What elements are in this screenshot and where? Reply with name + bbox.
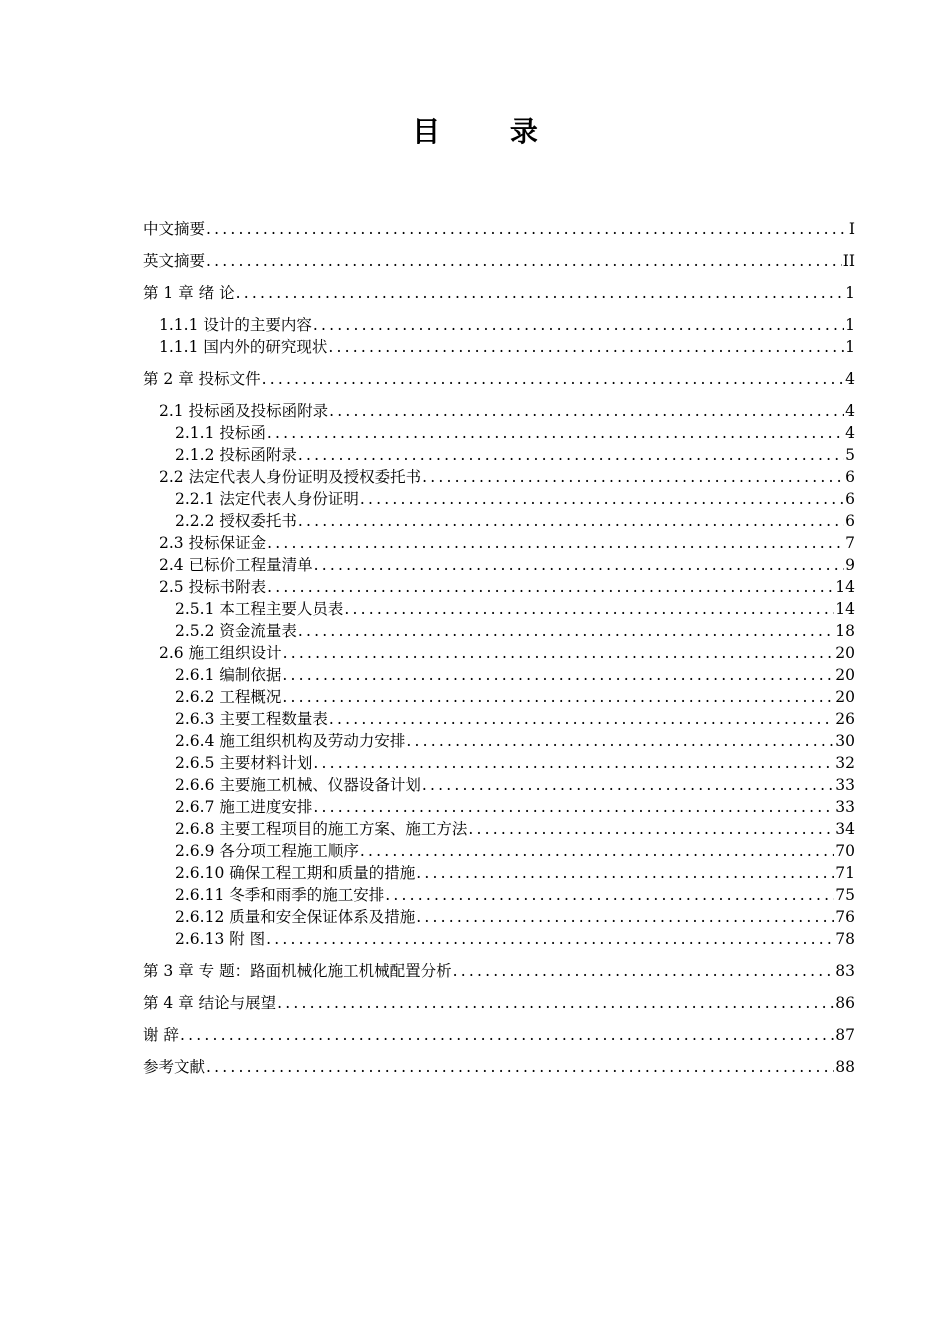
toc-entry[interactable]: [143, 554, 855, 576]
toc-entry-label: 2.4 已标价工程量清单: [159, 556, 313, 574]
toc-entry-page-number: 20: [835, 688, 855, 706]
toc-entry-page-number: 9: [845, 556, 855, 574]
dot-leader: [180, 1024, 834, 1046]
toc-entry-page-number: 4: [845, 370, 855, 388]
dot-leader: [282, 664, 834, 686]
toc-entry-page-number: 1: [845, 338, 855, 356]
toc-entry-page-number: 4: [845, 402, 855, 420]
toc-entry[interactable]: [143, 466, 855, 488]
toc-entry-label: 2.2.1 法定代表人身份证明: [175, 490, 359, 508]
toc-entry-label: 2.1.1 投标函: [175, 424, 266, 442]
dot-leader: [267, 422, 844, 444]
toc-entry[interactable]: [143, 532, 855, 554]
toc-entry[interactable]: [143, 686, 855, 708]
toc-entry-label: 2.6.7 施工进度安排: [175, 798, 313, 816]
toc-entry-page-number: 6: [845, 490, 855, 508]
toc-entry[interactable]: [143, 818, 855, 840]
toc-entry-page-number: 20: [835, 666, 855, 684]
toc-entry-page-number: 18: [835, 622, 855, 640]
toc-entry-label: 2.6.12 质量和安全保证体系及措施: [175, 908, 416, 926]
toc-entry-label: 2.6.11 冬季和雨季的施工安排: [175, 886, 385, 904]
toc-entry-label: 2.5 投标书附表: [159, 578, 267, 596]
toc-entry-label: 参考文献: [143, 1058, 206, 1076]
dot-leader: [313, 314, 844, 336]
dot-leader: [422, 774, 834, 796]
toc-entry-page-number: 20: [835, 644, 855, 662]
toc-entry[interactable]: [143, 1056, 855, 1078]
toc-entry[interactable]: [143, 774, 855, 796]
dot-leader: [360, 840, 834, 862]
toc-entry-page-number: 1: [845, 284, 855, 302]
toc-entry-page-number: 70: [835, 842, 855, 860]
toc-entry-label: 1.1.1 设计的主要内容: [159, 316, 312, 334]
toc-entry-label: 2.1 投标函及投标函附录: [159, 402, 329, 420]
dot-leader: [298, 620, 834, 642]
dot-leader: [236, 282, 845, 304]
toc-entry[interactable]: [143, 1024, 855, 1046]
toc-entry-label: 第 4 章 结论与展望: [143, 994, 277, 1012]
dot-leader: [282, 686, 834, 708]
toc-entry-label: 2.1.2 投标函附录: [175, 446, 297, 464]
toc-entry-page-number: 4: [845, 424, 855, 442]
dot-leader: [267, 532, 844, 554]
toc-entry-label: 2.6.6 主要施工机械、仪器设备计划: [175, 776, 421, 794]
table-of-contents: [143, 198, 855, 1078]
dot-leader: [206, 218, 848, 240]
dot-leader: [262, 368, 844, 390]
dot-leader: [385, 884, 834, 906]
toc-entry-page-number: 6: [845, 468, 855, 486]
toc-entry-page-number: 14: [835, 600, 855, 618]
dot-leader: [360, 488, 844, 510]
toc-entry-page-number: 1: [845, 316, 855, 334]
toc-entry[interactable]: [143, 928, 855, 950]
toc-entry[interactable]: [143, 218, 855, 240]
dot-leader: [422, 466, 844, 488]
toc-entry[interactable]: [143, 906, 855, 928]
dot-leader: [453, 960, 835, 982]
toc-entry[interactable]: [143, 444, 855, 466]
toc-entry-page-number: 76: [835, 908, 855, 926]
toc-entry[interactable]: [143, 576, 855, 598]
toc-entry-page-number: 83: [835, 962, 855, 980]
toc-entry-label: 2.3 投标保证金: [159, 534, 267, 552]
toc-entry[interactable]: [143, 752, 855, 774]
toc-entry-page-number: 5: [845, 446, 855, 464]
toc-entry[interactable]: [143, 488, 855, 510]
toc-entry-page-number: 75: [835, 886, 855, 904]
toc-entry-label: 2.6.8 主要工程项目的施工方案、施工方法: [175, 820, 468, 838]
toc-entry[interactable]: [143, 422, 855, 444]
toc-entry-label: 2.6.4 施工组织机构及劳动力安排: [175, 732, 406, 750]
toc-entry-page-number: 33: [835, 798, 855, 816]
toc-entry[interactable]: [143, 708, 855, 730]
dot-leader: [416, 862, 834, 884]
toc-entry[interactable]: [143, 960, 855, 982]
toc-entry-page-number: 71: [835, 864, 855, 882]
toc-entry-label: 2.5.1 本工程主要人员表: [175, 600, 344, 618]
toc-entry[interactable]: [143, 862, 855, 884]
toc-entry[interactable]: [143, 314, 855, 336]
toc-entry-page-number: 33: [835, 776, 855, 794]
toc-entry-page-number: 32: [835, 754, 855, 772]
dot-leader: [277, 992, 834, 1014]
dot-leader: [206, 1056, 834, 1078]
dot-leader: [344, 598, 834, 620]
dot-leader: [313, 796, 834, 818]
toc-entry-label: 2.6.9 各分项工程施工顺序: [175, 842, 359, 860]
page-title: 目 录: [412, 115, 568, 148]
toc-entry-page-number: 7: [845, 534, 855, 552]
toc-entry-page-number: 6: [845, 512, 855, 530]
toc-entry-label: 1.1.1 国内外的研究现状: [159, 338, 328, 356]
toc-entry[interactable]: [143, 400, 855, 422]
toc-entry[interactable]: [143, 730, 855, 752]
toc-entry[interactable]: [143, 840, 855, 862]
toc-entry[interactable]: [143, 796, 855, 818]
dot-leader: [314, 554, 845, 576]
dot-leader: [298, 444, 844, 466]
toc-entry[interactable]: [143, 368, 855, 390]
toc-entry-page-number: 86: [835, 994, 855, 1012]
dot-leader: [283, 642, 835, 664]
toc-entry-label: 2.6 施工组织设计: [159, 644, 282, 662]
toc-entry-page-number: 26: [835, 710, 855, 728]
toc-entry-page-number: 78: [835, 930, 855, 948]
toc-entry-label: 2.6.2 工程概况: [175, 688, 282, 706]
toc-entry[interactable]: [143, 992, 855, 1014]
toc-entry[interactable]: [143, 282, 855, 304]
toc-entry-label: 2.2 法定代表人身份证明及授权委托书: [159, 468, 422, 486]
toc-entry-page-number: I: [848, 220, 855, 238]
toc-entry-label: 2.6.13 附 图: [175, 930, 266, 948]
toc-entry-page-number: 87: [835, 1026, 855, 1044]
toc-entry-label: 中文摘要: [143, 220, 206, 238]
toc-entry-page-number: II: [842, 252, 855, 270]
dot-leader: [267, 576, 834, 598]
toc-entry[interactable]: [143, 510, 855, 532]
toc-entry-page-number: 34: [835, 820, 855, 838]
toc-entry[interactable]: [143, 884, 855, 906]
toc-entry-label: 2.6.1 编制依据: [175, 666, 282, 684]
dot-leader: [416, 906, 834, 928]
toc-entry-label: 2.6.3 主要工程数量表: [175, 710, 328, 728]
dot-leader: [468, 818, 834, 840]
dot-leader: [328, 336, 844, 358]
toc-entry-label: 第 3 章 专 题：路面机械化施工机械配置分析: [143, 962, 452, 980]
toc-entry[interactable]: [143, 620, 855, 642]
toc-entry-page-number: 30: [835, 732, 855, 750]
dot-leader: [206, 250, 842, 272]
toc-entry-label: 第 2 章 投标文件: [143, 370, 261, 388]
toc-entry[interactable]: [143, 250, 855, 272]
toc-entry-label: 英文摘要: [143, 252, 206, 270]
dot-leader: [329, 400, 844, 422]
dot-leader: [266, 928, 834, 950]
toc-entry-label: 第 1 章 绪 论: [143, 284, 235, 302]
toc-entry[interactable]: [143, 642, 855, 664]
dot-leader: [406, 730, 834, 752]
toc-entry[interactable]: [143, 598, 855, 620]
toc-entry[interactable]: [143, 336, 855, 358]
toc-entry-page-number: 88: [835, 1058, 855, 1076]
toc-entry-label: 谢 辞: [143, 1026, 179, 1044]
toc-entry-page-number: 14: [835, 578, 855, 596]
dot-leader: [313, 752, 834, 774]
toc-entry[interactable]: [143, 664, 855, 686]
toc-entry-label: 2.6.10 确保工程工期和质量的措施: [175, 864, 416, 882]
toc-entry-label: 2.6.5 主要材料计划: [175, 754, 313, 772]
toc-entry-label: 2.5.2 资金流量表: [175, 622, 297, 640]
dot-leader: [298, 510, 844, 532]
dot-leader: [329, 708, 834, 730]
toc-entry-label: 2.2.2 授权委托书: [175, 512, 297, 530]
